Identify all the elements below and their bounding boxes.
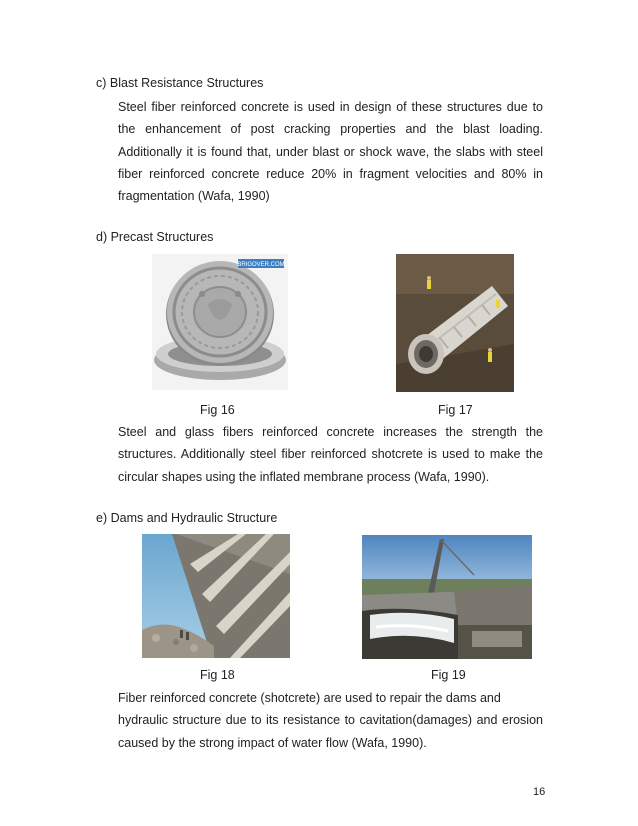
section-c-line-5: fragmentation (Wafa, 1990) (118, 189, 270, 203)
fig18-caption: Fig 18 (200, 668, 235, 682)
section-c-line-4: fiber reinforced concrete reduce 20% in fragment velocities and 80% in (118, 167, 543, 181)
fig17-concrete-pipe-image (396, 254, 514, 392)
section-d-line-1: Steel and glass fibers reinforced concrete increases the strength the (118, 425, 543, 439)
section-e-heading: e) Dams and Hydraulic Structure (96, 511, 278, 525)
fig17-caption: Fig 17 (438, 403, 473, 417)
section-d-heading: d) Precast Structures (96, 230, 214, 244)
fig16-caption: Fig 16 (200, 403, 235, 417)
fig19-spillway-image (362, 535, 532, 659)
fig19-caption: Fig 19 (431, 668, 466, 682)
fig16-manhole-cover-image (152, 254, 288, 390)
section-c-line-3: Additionally it is found that, under blast or shock wave, the slabs with steel (118, 145, 543, 159)
section-e-line-3: caused by the strong impact of water flow (Wafa, 1990). (118, 736, 427, 750)
fig16-stamp-text: BRIGOVER.COM (237, 262, 285, 268)
section-c-line-2: the enhancement of post cracking properties and the blast loading. (118, 122, 543, 136)
section-d-line-3: circular shapes using the inflated membrane process (Wafa, 1990). (118, 470, 490, 484)
section-e-line-1: Fiber reinforced concrete (shotcrete) are used to repair the dams and (118, 691, 501, 705)
section-c-heading: c) Blast Resistance Structures (96, 76, 264, 90)
section-e-line-2: hydraulic structure due to its resistance to cavitation(damages) and erosion (118, 713, 543, 727)
section-d-line-2: structures. Additionally steel fiber reinforced shotcrete is used to make the (118, 447, 543, 461)
section-c-line-1: Steel fiber reinforced concrete is used in design of these structures due to (118, 100, 543, 114)
page-number: 16 (533, 786, 546, 798)
fig18-dam-image (142, 534, 290, 658)
